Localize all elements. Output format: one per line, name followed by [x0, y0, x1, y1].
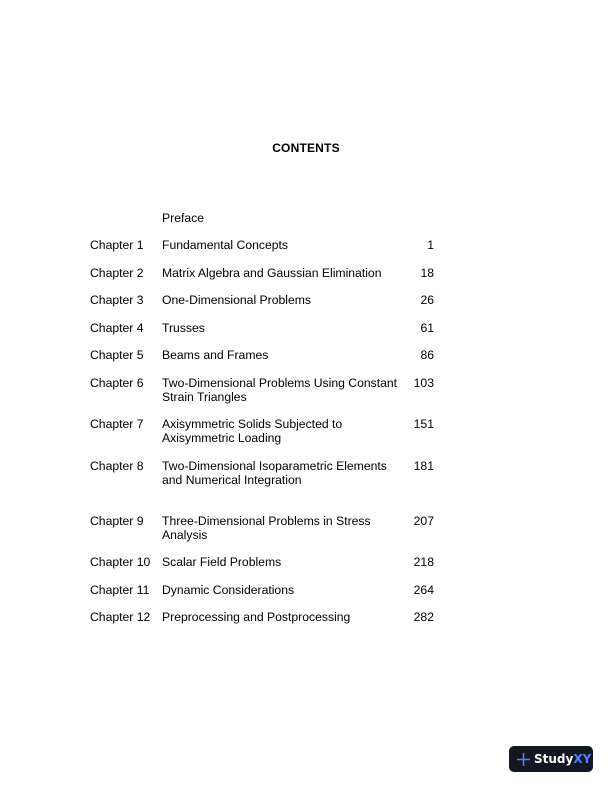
toc-chapter-number: Chapter 6 [90, 376, 144, 390]
toc-preface: Preface [162, 211, 205, 225]
toc-chapter-number: Chapter 5 [90, 348, 144, 362]
toc-chapter-number: Chapter 1 [90, 238, 144, 252]
toc-chapter-title: Trusses [162, 321, 205, 335]
toc-page-number: 207 [413, 514, 434, 528]
toc-chapter-number: Chapter 11 [90, 583, 150, 597]
toc-chapter-title: Two-Dimensional Isoparametric Elements and Numerical Integration [162, 459, 387, 487]
logo-text-study: Study [534, 752, 574, 766]
toc-chapter-title: Matrix Algebra and Gaussian Elimination [162, 266, 382, 280]
toc-chapter-number: Chapter 4 [90, 321, 144, 335]
toc-page-number: 18 [420, 266, 434, 280]
toc-chapter-title: Fundamental Concepts [162, 238, 289, 252]
logo-text [534, 752, 591, 766]
toc-chapter-title: Three-Dimensional Problems in Stress Analysis [162, 514, 371, 542]
toc-chapter-title: Scalar Field Problems [162, 555, 282, 569]
toc-page-number: 282 [413, 610, 434, 624]
toc-chapter-number: Chapter 12 [90, 610, 151, 624]
page-title: CONTENTS [272, 141, 340, 155]
studyxy-logo [509, 746, 593, 772]
toc-chapter-title: Preprocessing and Postprocessing [162, 610, 351, 624]
toc-page-number: 218 [413, 555, 434, 569]
plus-icon [517, 753, 530, 766]
toc-page-number: 1 [427, 238, 434, 252]
toc-page-number: 264 [413, 583, 434, 597]
logo-text-xy: XY [573, 752, 592, 766]
toc-chapter-number: Chapter 3 [90, 293, 144, 307]
toc-chapter-title: Dynamic Considerations [162, 583, 295, 597]
toc-chapter-title: Two-Dimensional Problems Using Constant Strain Triangles [162, 376, 398, 404]
toc-page-number: 103 [413, 376, 434, 390]
toc-chapter-number: Chapter 7 [90, 417, 144, 431]
toc-page-number: 61 [420, 321, 434, 335]
toc-chapter-title: One-Dimensional Problems [162, 293, 312, 307]
toc-chapter-title: Beams and Frames [162, 348, 269, 362]
toc-chapter-number: Chapter 2 [90, 266, 144, 280]
toc-page-number: 151 [413, 417, 434, 431]
toc-chapter-title: Axisymmetric Solids Subjected to Axisymmetric Loading [162, 417, 343, 445]
toc-chapter-number: Chapter 9 [90, 514, 144, 528]
toc-chapter-number: Chapter 8 [90, 459, 144, 473]
toc-page-number: 86 [420, 348, 434, 362]
toc-page-number: 26 [420, 293, 434, 307]
toc-chapter-number: Chapter 10 [90, 555, 151, 569]
toc-page-number: 181 [413, 459, 434, 473]
